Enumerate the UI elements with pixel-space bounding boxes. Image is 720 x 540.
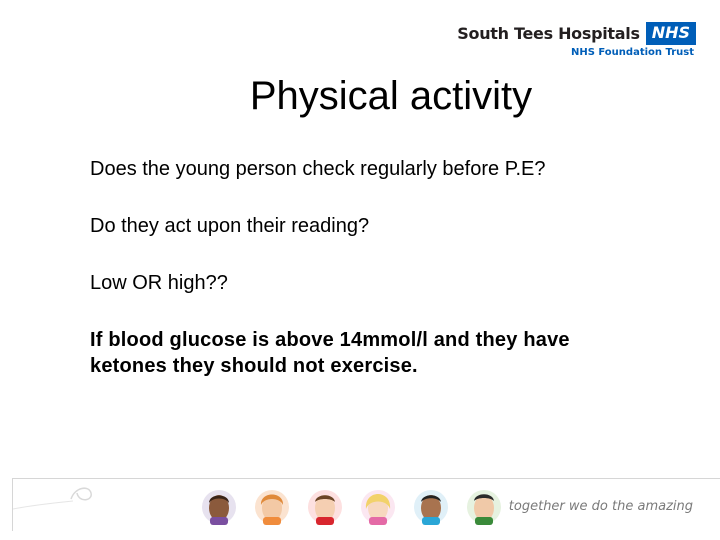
footer-tagline: together we do the amazing — [508, 499, 693, 514]
face-icon-3 — [307, 487, 343, 527]
org-subtitle: NHS Foundation Trust — [570, 47, 694, 58]
warning-line-2: ketones they should not exercise. — [90, 355, 418, 377]
org-name: South Tees Hospitals — [457, 24, 640, 43]
nhs-badge: NHS — [646, 22, 696, 45]
bullet-act-on-reading: Do they act upon their reading? — [90, 215, 370, 237]
face-icon-5 — [413, 487, 449, 527]
bullet-check-before-pe: Does the young person check regularly before P.E? — [90, 158, 546, 180]
face-icon-4 — [360, 487, 396, 527]
slide-title: Physical activity — [249, 74, 533, 118]
children-faces — [201, 487, 502, 527]
swirl-decoration-icon — [13, 479, 113, 531]
face-icon-1 — [201, 487, 237, 527]
bullet-low-or-high: Low OR high?? — [90, 272, 228, 294]
exercise-warning — [90, 327, 690, 379]
face-icon-6 — [466, 487, 502, 527]
warning-line-1: If blood glucose is above 14mmol/l and they have — [90, 329, 570, 351]
trust-logo — [457, 22, 696, 58]
footer-banner — [12, 478, 720, 531]
face-icon-2 — [254, 487, 290, 527]
slide-body — [90, 156, 690, 379]
